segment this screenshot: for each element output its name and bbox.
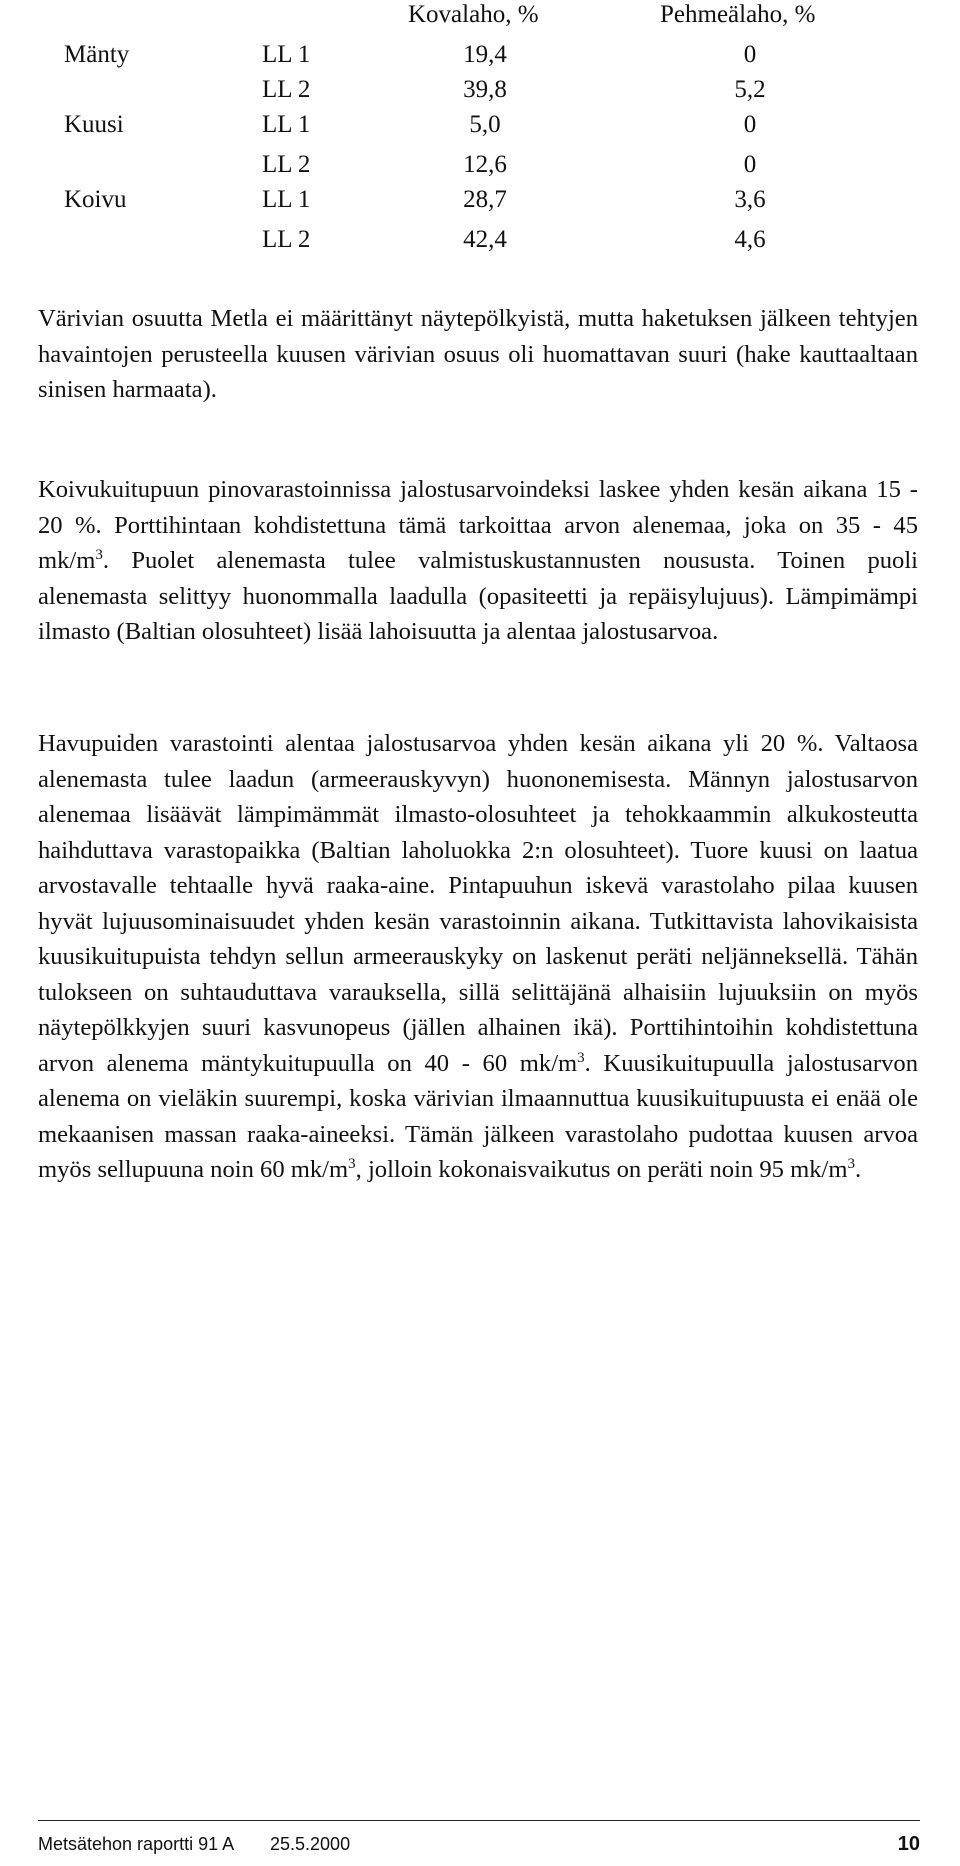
- lot-cell: LL 1: [262, 111, 311, 138]
- soft-rot-cell: 0: [743, 111, 757, 138]
- hard-rot-cell: 42,4: [463, 226, 507, 253]
- hard-rot-cell: 28,7: [463, 186, 507, 213]
- page-footer: [38, 1830, 920, 1858]
- hard-rot-cell: 12,6: [463, 151, 507, 178]
- soft-rot-cell: 3,6: [734, 186, 766, 213]
- paragraph-conifer-storage: Havupuiden varastointi alentaa jalostusarvoa yhden kesän aikana yli 20 %. Valtaosa alenemasta tulee laadun (armeerauskyvyn) huononemisesta. Männyn jalostusarvon alenemaa lisäävät lämpimämmät ilmasto-olosuhteet ja tehokkaammin alkukosteutta haihduttava varastopaikka (Baltian laholuokka 2:n olosuhteet). Tuore kuusi on laatua arvostavalle tehtaalle hyvä raaka-aine. Pintapuuhun iskevä varastolaho pilaa kuusen hyvät lujuusominaisuudet yhden kesän varastoinnin aikana. Tutkittavista lahovikaisista kuusikuitupuista tehdyn sellun armeerauskyky on laskenut peräti neljänneksellä. Tähän tulokseen on suhtauduttava varauksella, sillä selittäjänä alhaisiin lujuuksiin on myös näytepölkkyjen suuri kasvunopeus (jällen alhainen ikä). Porttihintoihin kohdistettuna arvon alenema mäntykuitupuulla on 40 - 60 $mk/m^3$. Kuusikuitupuulla jalostusarvon alenema on vieläkin suurempi, koska värivian ilmaannuttua kuusikuitupuusta ei enää ole mekaanisen massan raaka-aineeksi. Tämän jälkeen varastolaho pudottaa kuusen arvoa myös sellupuuna noin 60 $mk/m^3$, jolloin kokonaisvaikutus on peräti noin 95 $mk/m^3$.: [38, 730, 918, 1183]
- column-header-hard-rot: Kovalaho, %: [408, 1, 539, 28]
- soft-rot-cell: 0: [743, 151, 757, 178]
- soft-rot-cell: 4,6: [734, 226, 766, 253]
- hard-rot-cell: 19,4: [463, 41, 507, 68]
- lot-cell: LL 2: [262, 151, 311, 178]
- species-cell: Koivu: [64, 186, 127, 213]
- lot-cell: LL 1: [262, 41, 311, 68]
- report-date: 25.5.2000: [270, 1834, 351, 1854]
- lot-cell: LL 1: [262, 186, 311, 213]
- soft-rot-cell: 5,2: [734, 76, 766, 103]
- column-header-soft-rot: Pehmeälaho, %: [660, 1, 816, 28]
- footer-divider: [38, 1820, 920, 1821]
- paragraph-birch-storage: Koivukuitupuun pinovarastoinnissa jalostusarvoindeksi laskee yhden kesän aikana 15 - 20 %. Porttihintaan kohdistettuna tämä tarkoittaa arvon alenemaa, joka on 35 - 45 $mk/m^3$. Puolet alenemasta tulee valmistuskustannusten noususta. Toinen puoli alenemasta selittyy huonommalla laadulla (opasiteetti ja repäisylujuus). Lämpimämpi ilmasto (Baltian olosuhteet) lisää lahoisuutta ja alentaa jalostusarvoa.: [38, 476, 918, 645]
- hard-rot-cell: 39,8: [463, 76, 507, 103]
- species-cell: Kuusi: [64, 111, 124, 138]
- paragraph-discoloration: Värivian osuutta Metla ei määrittänyt näytepölkyistä, mutta haketuksen jälkeen tehtyjen havaintojen perusteella kuusen värivian osuus oli huomattavan suuri (hake kauttaaltaan sinisen harmaata).: [38, 305, 918, 403]
- soft-rot-cell: 0: [743, 41, 757, 68]
- page-number: 10: [897, 1833, 920, 1855]
- report-name: Metsätehon raportti 91 A: [38, 1834, 235, 1854]
- lot-cell: LL 2: [262, 76, 311, 103]
- species-cell: Mänty: [64, 41, 130, 68]
- lot-cell: LL 2: [262, 226, 311, 253]
- hard-rot-cell: 5,0: [469, 111, 501, 138]
